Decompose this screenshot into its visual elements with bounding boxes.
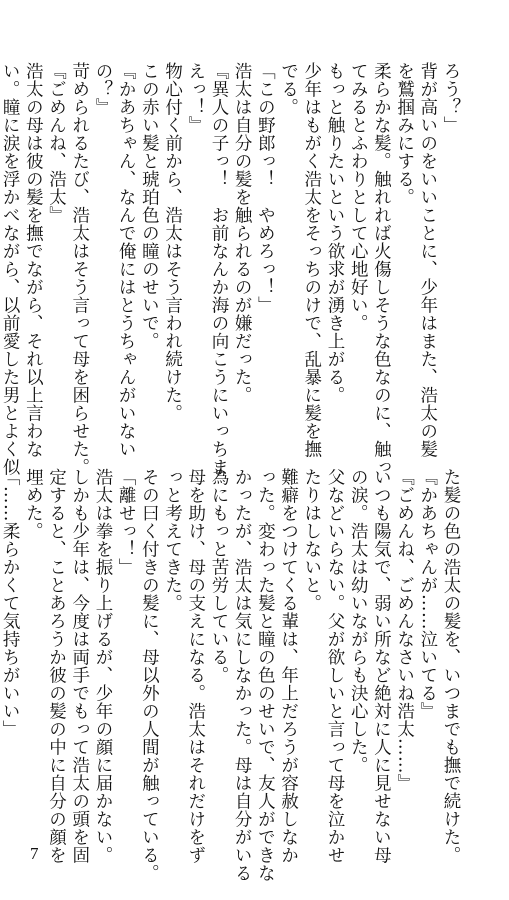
upper-text-line: えっ！』 — [185, 62, 206, 134]
upper-text-line: の？』 — [92, 62, 113, 116]
lower-text-line: 父などいらない。父が欲しいと言って母を泣かせ — [324, 468, 345, 864]
lower-text-line: しかも少年は、今度は両手でもって浩太の頭を固 — [69, 468, 90, 864]
upper-text-line: 『異人の子っ！ お前なんか海の向こうにいっちま — [208, 62, 229, 476]
lower-text-line: 『かあちゃんが……泣いてる』 — [417, 468, 438, 720]
lower-text-line: 「……柔らかくて気持ちがいい」 — [0, 468, 21, 738]
upper-text-block — [0, 62, 462, 476]
upper-text-line: 苛められるたび、浩太はそう言って母を困らせた。 — [69, 62, 90, 476]
upper-text-line: この赤い髪と琥珀色の瞳のせいで。 — [139, 62, 160, 350]
lower-text-line: 「離せっ！」 — [116, 468, 137, 576]
lower-text-line: かったが、浩太は気にしなかった。母は自分がいる — [232, 468, 253, 882]
lower-text-line: 為にもっと苦労している。 — [208, 468, 229, 684]
upper-text-line: 浩太の母は彼の髪を撫でながら、それ以上言わな — [23, 62, 44, 458]
lower-text-line: 難癖をつけてくる輩は、年上だろうが容赦しなか — [278, 468, 299, 864]
lower-text-line: たりはしないと。 — [301, 468, 322, 612]
lower-text-line: 母を助け、母の支えになる。浩太はそれだけをず — [185, 468, 206, 864]
upper-text-line: 柔らかな髪。触れれば火傷しそうな色なのに、触っ — [371, 62, 392, 476]
upper-text-line: 少年はもがく浩太をそっちのけで、乱暴に髪を撫 — [301, 62, 322, 458]
lower-text-line: 埋めた。 — [23, 468, 44, 540]
upper-text-line: もっと触りたいという欲求が湧き上がる。 — [324, 62, 345, 404]
upper-text-line: 浩太は自分の髪を触られるのが嫌だった。 — [232, 62, 253, 404]
upper-text-line: い。瞳に涙を浮かべながら、以前愛した男とよく似 — [0, 62, 21, 476]
upper-text-line: を鷲掴みにする。 — [394, 62, 415, 206]
upper-text-line: ろう？」 — [441, 62, 461, 134]
lower-text-block — [0, 468, 462, 882]
lower-text-line: 定すると、ことあろうか彼の髪の中に自分の顔を — [46, 468, 67, 864]
upper-text-line: でる。 — [278, 62, 299, 116]
lower-text-line: 『ごめんね、ごめんなさいね浩太……』 — [394, 468, 415, 792]
lower-text-line: の涙。浩太は幼いながらも決心した。 — [348, 468, 369, 774]
lower-text-line: っと考えてきた。 — [162, 468, 183, 612]
upper-text-line: 「この野郎っ！ やめろっ！」 — [255, 62, 276, 314]
lower-text-line: 浩太は拳を振り上げるが、少年の顔に届かない。 — [92, 468, 113, 864]
lower-text-line: その曰く付きの髪に、母以外の人間が触っている。 — [139, 468, 160, 882]
upper-text-line: 『ごめんね、浩太』 — [46, 62, 67, 224]
upper-text-line: 物心付く前から、浩太はそう言われ続けた。 — [162, 62, 183, 422]
upper-text-line: 背が高いのをいいことに、少年はまた、浩太の髪 — [417, 62, 438, 458]
lower-text-line: いつも陽気で、弱い所など絶対に人に見せない母 — [371, 468, 392, 864]
upper-text-line: てみるとふわりとして心地好い。 — [348, 62, 369, 332]
lower-text-line: た髪の色の浩太の髪を、いつまでも撫で続けた。 — [441, 468, 461, 864]
lower-text-line: った。変わった髪と瞳の色のせいで、友人ができな — [255, 468, 276, 882]
upper-text-line: 『かあちゃん、なんで俺にはとうちゃんがいない — [116, 62, 137, 458]
page-number: 7 — [30, 844, 39, 863]
